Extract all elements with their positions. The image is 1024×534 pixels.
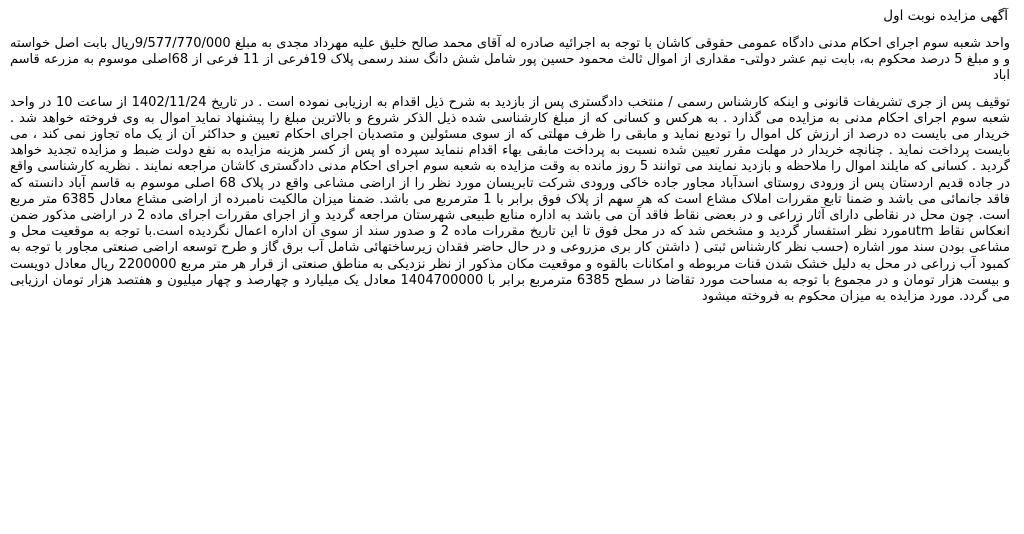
notice-title: آگهی مزایده نوبت اول <box>883 8 1008 24</box>
notice-paragraph-intro: واحد شعبه سوم اجرای احکام مدنی دادگاه عمومی حقوقی کاشان با توجه به اجرائیه صادره له آقای محمد صالح خلیق علیه مهرداد مجدی به مبلغ 9/577/770/000ریال بابت اصل خواسته و و مبلغ 5 درصد محکوم به، بابت نیم عشر دولتی- مقداری از اموال ثالث محمود حسین پور شامل شش دانگ سند رسمی پلاک 19فرعی از 11 فرعی از 68اصلی موسوم به مزرعه قاسم اباد <box>10 36 1010 84</box>
notice-paragraph-details: توقیف پس از جری تشریفات قانونی و اینکه کارشناس رسمی / منتخب دادگستری پس از بازدید به شرح ذیل اقدام به ارزیابی نموده است . در تاریخ 1402/11/24 از ساعت 10 در واحد شعبه سوم اجرای احکام مدنی به مزایده می گذارد . به هرکس و کسانی که از مبلغ کارشناسی شده ذیل الذکر شروع و بالاترین مبلغ را پیشنهاد نماید اموال به وی فروخته خواهد شد . خریدار می بایست ده درصد از ارزش کل اموال را تودیع نماید و مابقی را ظرف مهلتی که از سوی مسئولین و متصدیان اجرای احکام تعیین و حداکثر آن از یک ماه تجاوز نمی کند ، می بایست پرداخت نماید . چنانچه خریدار در مهلت مقرر تعیین شده نسبت به پرداخت مابقی بهاء اقدام ننماید سپرده او پس از کسر هزینه مزایده به نفع دولت ضبط و مزایده تجدید خواهد گردید . کسانی که مایلند اموال را ملاحظه و بازدید نمایند می توانند 5 روز مانده به وقت مزایده به شعبه سوم اجرای احکام مدنی دادگستری کاشان مراجعه نمایند . نظریه کارشناسی واقع در جاده قدیم اردستان پس از ورودی روستای اسدآباد مجاور جاده خاکی ورودی شرکت تابریسان مورد نظر را از اراضی مشاعی واقع در پلاک 68 اصلی موسوم به قاسم آباد دانسته که فاقد جانمائی می باشد و ضمنا تابع مقررات املاک مشاع است که هر سهم از پلاک فوق برابر با 1 مترمربع می باشد. ضمنا میزان مالکیت نامبرده از اراضی مشاع معادل 6385 متر مربع است. چون محل در نقاطی دارای آثار زراعی و در بعضی نقاط فاقد آن می باشد به اداره منابع طبیعی شهرستان مراجعه گردید و از اجرای مقررات اجرای ماده 2 در اراضی مذکور ضمن انعکاس نقاط utmمورد نظر استفسار گردید و مشخص شد که در محل فوق تا این تاریخ مقررات ماده 2 و صدور سند از سوی آن اداره اعمال نگردیده است.با توجه به موقعیت محل و مشاعی بودن سند مور اشاره (حسب نظر کارشناس ثبتی ( داشتن کار بری مزروعی و در حال حاضر فقدان زیرساختهائی شامل آب برق گاز و طرح توسعه اراضی صنعتی مجاور با توجه به کمبود آب زراعی در محل به دلیل خشک شدن قنات مربوطه و امکانات بالقوه و موقعیت مکان مذکور از نظر نزدیکی به مناطق صنعتی از قرار هر متر مربع 2200000 ریال معادل دویست و بیست هزار تومان و در مجموع با توجه به مساحت مورد تقاضا در سطح 6385 مترمربع برابر با 1404700000 معادل یک میلیارد و چهارصد و چهار میلیون و هفتصد هزار تومان ارزیابی می گردد. مورد مزایده به میزان محکوم به فروخته میشود <box>10 94 1011 305</box>
